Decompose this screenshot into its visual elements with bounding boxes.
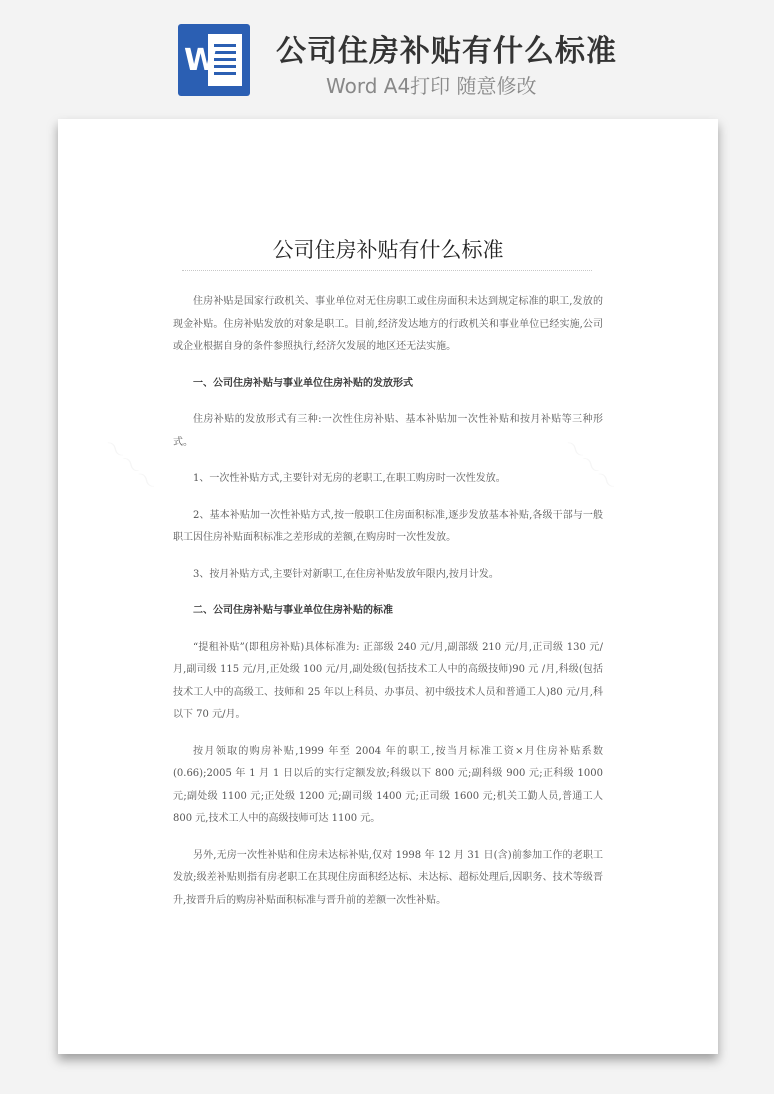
paragraph: 2、基本补贴加一次性补贴方式,按一般职工住房面积标准,逐步发放基本补贴,各级干部与一般职工因住房补贴面积标准之差形成的差额,在购房时一次性发放。 [173,509,603,543]
header-subtitle: Word A4打印 随意修改 [326,74,537,98]
word-icon-letter: W [184,43,218,78]
paragraph: “提租补贴”(即租房补贴)具体标准为: 正部级 240 元/月,副部级 210 元/月,正司级 130 元/月,副司级 115 元/月,正处级 100 元/月,副处级(包括技术工人中的高级技师)90 元 /月,科级(包括技术工人中的高级工、技师和 25 年以上科员、办事员、初中级技术人员和普通工人)80 元/月,科以下 70 元/月。 [173,641,603,720]
paragraph: 3、按月补贴方式,主要针对新职工,在住房补贴发放年限内,按月计发。 [193,568,499,580]
word-icon [178,24,250,96]
paragraph: 1、一次性补贴方式,主要针对无房的老职工,在职工购房时一次性发放。 [193,473,506,484]
document-body [173,291,603,926]
document-title: 公司住房补贴有什么标准 [272,238,504,262]
section-heading: 一、公司住房补贴与事业单位住房补贴的发放形式 [193,377,413,389]
paragraph: 按月领取的购房补贴,1999 年至 2004 年的职工,按当月标准工资×月住房补贴系数(0.66);2005 年 1 月 1 日以后的实行定额发放;科级以下 800 元;副科级 900 元;正科级 1000 元;副处级 1100 元;正处级 1200 元;副司级 1400 元;正司级 1600 元;机关工勤人员,普通工人 800 元,技术工人中的高级技师可达 1100 元。 [173,745,603,824]
paragraph: 另外,无房一次性补贴和住房未达标补贴,仅对 1998 年 12 月 31 日(含)前参加工作的老职工发放;级差补贴则指有房老职工在其现住房面积经达标、未达标、超标处理后,因职务、技术等级晋升,按晋升后的购房补贴面积标准与晋升前的差额一次性补贴。 [173,849,603,906]
paragraph: 住房补贴是国家行政机关、事业单位对无住房职工或住房面积未达到规定标准的职工,发放的现金补贴。住房补贴发放的对象是职工。目前,经济发达地方的行政机关和事业单位已经实施,公司或企业根据自身的条件参照执行,经济欠发展的地区还无法实施。 [173,296,603,352]
title-divider [182,270,592,271]
header [0,0,774,110]
document-page [58,119,718,1054]
paragraph: 住房补贴的发放形式有三种:一次性住房补贴、基本补贴加一次性补贴和按月补贴等三种形式。 [173,414,603,448]
header-title: 公司住房补贴有什么标准 [276,34,617,69]
section-heading: 二、公司住房补贴与事业单位住房补贴的标准 [193,605,393,616]
watermark [97,430,166,499]
